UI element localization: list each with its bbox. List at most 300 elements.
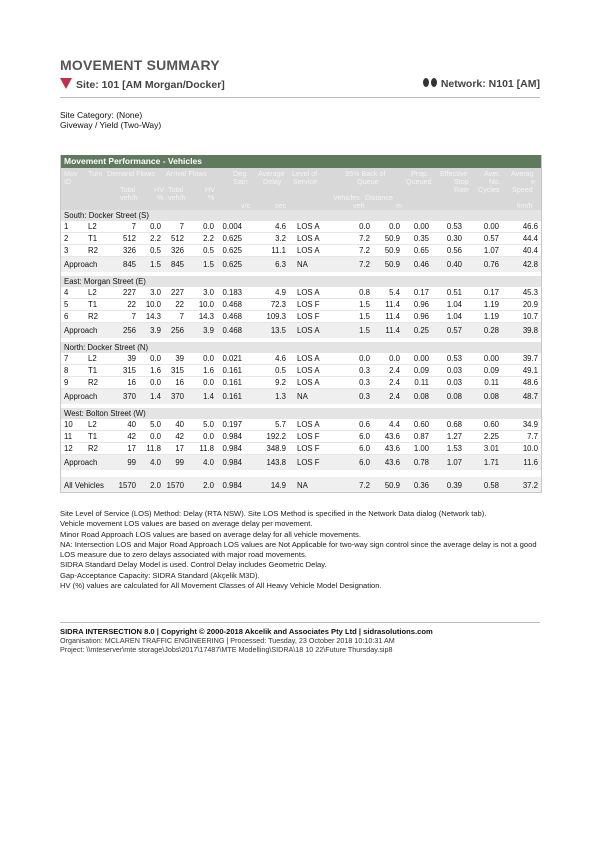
cell: LOS F: [297, 444, 320, 453]
cell: 348.9: [266, 444, 286, 453]
cell: 1.4: [150, 392, 161, 401]
control-type: Giveway / Yield (Two-Way): [60, 120, 162, 130]
cell: 14.3: [145, 312, 161, 321]
cell: 512: [170, 234, 184, 243]
note: NA: Intersection LOS and Major Road Approach LOS values are Not Applicable for two-way sign control since the average delay is not a good LOS measure due to zero delays associated with major road movements.: [60, 539, 537, 560]
cell: 0.00: [483, 354, 499, 363]
cell: 1.04: [446, 312, 462, 321]
footer-divider: [60, 622, 540, 623]
cell: 16: [175, 378, 184, 387]
cell: 37.2: [522, 481, 538, 490]
cell: 1.6: [150, 366, 161, 375]
cell-turn: T1: [88, 432, 98, 441]
cell: 39.7: [522, 354, 538, 363]
cell: 4.6: [275, 222, 286, 231]
cell: 6.0: [359, 432, 370, 441]
cell: 0.5: [203, 246, 214, 255]
cell: 44.4: [522, 234, 538, 243]
hdr-arrival-flows: Arrival Flows: [166, 169, 208, 178]
cell: 0.3: [359, 392, 370, 401]
cell: 1.6: [203, 366, 214, 375]
cell: 1.04: [446, 300, 462, 309]
cell: 1570: [166, 481, 184, 490]
cell: 40: [127, 420, 136, 429]
cell: 3.0: [150, 288, 161, 297]
cell: 50.9: [384, 481, 400, 490]
cell: 1.19: [483, 312, 499, 321]
cell: 0.3: [359, 366, 370, 375]
cell-turn: T1: [88, 234, 98, 243]
cell: 3.0: [203, 288, 214, 297]
cell: 4.0: [203, 458, 214, 467]
cell: 0.11: [414, 378, 429, 387]
network-icon: [423, 78, 437, 87]
cell-approach-label: Approach: [64, 458, 98, 467]
note: Gap-Acceptance Capacity: SIDRA Standard (Akçelik M3D).: [60, 570, 260, 580]
cell: 17: [127, 444, 136, 453]
cell: LOS F: [297, 312, 320, 321]
approach-row: [61, 257, 541, 273]
cell: 0.0: [389, 222, 400, 231]
table-row: [61, 365, 541, 377]
hdr-queue: Queue: [357, 177, 379, 186]
cell: 0.0: [150, 222, 161, 231]
cell: 0.96: [413, 312, 429, 321]
cell: 5.4: [389, 288, 400, 297]
cell: 0.0: [150, 354, 161, 363]
cell: 3.2: [275, 234, 286, 243]
cell-mov-id: 1: [64, 222, 69, 231]
hdr-service: Service: [293, 177, 317, 186]
cell: 0.35: [413, 234, 429, 243]
cell: 0.11: [484, 378, 499, 387]
approach-row: [61, 389, 541, 405]
cell: 10.7: [522, 312, 538, 321]
hdr-stop: Stop: [454, 177, 469, 186]
cell: 22: [127, 300, 136, 309]
cell: 0.0: [359, 222, 370, 231]
cell: 39: [127, 354, 136, 363]
cell: LOS F: [297, 300, 320, 309]
cell: 5.0: [150, 420, 161, 429]
cell: 0.161: [222, 378, 242, 387]
hdr-veh: veh: [353, 201, 365, 210]
page-title: MOVEMENT SUMMARY: [60, 57, 220, 73]
site-label-text: Site: 101 [AM Morgan/Docker]: [76, 79, 225, 91]
cell: 2.0: [150, 481, 161, 490]
cell: 315: [170, 366, 184, 375]
cell: 0.60: [413, 420, 429, 429]
column-headers: [61, 168, 541, 210]
cell: 42: [175, 432, 184, 441]
cell: 0.08: [446, 392, 462, 401]
cell: 13.5: [270, 326, 286, 335]
cell: 0.5: [150, 246, 161, 255]
cell: 11.4: [385, 326, 400, 335]
cell-mov-id: 3: [64, 246, 69, 255]
cell: 0.161: [222, 392, 242, 401]
cell: 0.30: [446, 234, 462, 243]
cell: LOS A: [297, 420, 320, 429]
hdr-total-unit: veh/h: [120, 193, 138, 202]
network-label: [423, 78, 540, 90]
cell-mov-id: 2: [64, 234, 69, 243]
cell-all-vehicles-label: All Vehicles: [64, 481, 104, 490]
cell: 0.984: [222, 432, 242, 441]
cell: 0.56: [446, 246, 462, 255]
cell: 0.03: [446, 366, 462, 375]
cell-turn: L2: [88, 288, 97, 297]
cell: 2.4: [389, 392, 400, 401]
cell-turn: R2: [88, 378, 98, 387]
notes: [60, 509, 540, 591]
cell: 0.09: [413, 366, 429, 375]
cell: 7: [179, 222, 184, 231]
all-vehicles-row: [61, 477, 541, 492]
table-row: [61, 221, 541, 233]
cell: 0.3: [359, 378, 370, 387]
cell: 4.6: [275, 354, 286, 363]
cell: 7.2: [359, 246, 370, 255]
hdr-prop: Prop.: [411, 169, 429, 178]
cell: 11.4: [385, 312, 400, 321]
cell: 192.2: [266, 432, 286, 441]
cell: 7.2: [359, 481, 370, 490]
table-row: [61, 377, 541, 389]
cell: 0.8: [359, 288, 370, 297]
cell: 0.09: [483, 366, 499, 375]
cell: 0.625: [222, 260, 242, 269]
hdr-id: ID: [64, 177, 72, 186]
cell: 0.0: [203, 432, 214, 441]
cell: 46.6: [522, 222, 538, 231]
cell: 0.28: [483, 326, 499, 335]
cell: 2.2: [203, 234, 214, 243]
cell: 1.5: [359, 326, 370, 335]
table-row: [61, 311, 541, 323]
cell: 0.0: [203, 378, 214, 387]
cell-turn: L2: [88, 222, 97, 231]
hdr-kmh: km/h: [517, 201, 533, 210]
cell: 0.984: [222, 444, 242, 453]
cell: 0.984: [222, 481, 242, 490]
cell: 9.2: [275, 378, 286, 387]
cell: 143.8: [266, 458, 286, 467]
cell: 3.9: [203, 326, 214, 335]
note: SIDRA Standard Delay Model is used. Control Delay includes Geometric Delay.: [60, 560, 327, 570]
cell: 17: [175, 444, 184, 453]
hdr-demand-flows: Demand Flows: [107, 169, 155, 178]
cell: 5.0: [203, 420, 214, 429]
cell: 0.468: [222, 326, 242, 335]
cell: 40.4: [522, 246, 538, 255]
movement-performance-table: [60, 155, 542, 493]
cell: 0.984: [222, 458, 242, 467]
cell: 43.6: [384, 444, 400, 453]
cell: 0.58: [483, 481, 499, 490]
cell: 2.4: [389, 378, 400, 387]
cell: 0.625: [222, 234, 242, 243]
cell: 0.6: [359, 420, 370, 429]
hdr-averag: Averag: [511, 169, 534, 178]
cell: 50.9: [384, 260, 400, 269]
cell: 0.53: [446, 354, 462, 363]
cell: 2.4: [389, 366, 400, 375]
cell: 0.65: [413, 246, 429, 255]
cell: 10.0: [198, 300, 214, 309]
cell: 11.4: [385, 300, 400, 309]
site-category: Site Category: (None): [60, 110, 143, 120]
hdr-e: e: [531, 177, 535, 186]
cell: 227: [122, 288, 136, 297]
cell: NA: [297, 392, 308, 401]
cell: LOS F: [297, 458, 320, 467]
cell: 0.0: [389, 354, 400, 363]
hdr-turn: Turn: [88, 169, 103, 178]
cell: 0.53: [446, 222, 462, 231]
note: Minor Road Approach LOS values are based on average delay for all vehicle movements.: [60, 529, 361, 539]
cell: LOS A: [297, 288, 320, 297]
cell-approach-label: Approach: [64, 260, 98, 269]
cell: 1.07: [446, 458, 462, 467]
cell-mov-id: 7: [64, 354, 69, 363]
cell: 6.0: [359, 444, 370, 453]
table-row: [61, 287, 541, 299]
cell: 0.17: [483, 288, 499, 297]
cell: 3.01: [483, 444, 499, 453]
cell: 2.25: [483, 432, 499, 441]
cell: 43.6: [384, 432, 400, 441]
cell: 99: [127, 458, 136, 467]
cell: 1.3: [275, 392, 286, 401]
cell: 10.0: [522, 444, 538, 453]
cell: 42: [127, 432, 136, 441]
note: Vehicle movement LOS values are based on average delay per movement.: [60, 519, 313, 529]
cell: 0.40: [446, 260, 462, 269]
hdr-deg: Deg.: [233, 169, 249, 178]
cell: 1.19: [483, 300, 499, 309]
cell: 0.0: [203, 354, 214, 363]
cell: 40: [175, 420, 184, 429]
cell: 0.0: [150, 378, 161, 387]
cell: 0.96: [413, 300, 429, 309]
cell: 1.5: [359, 300, 370, 309]
cell: 0.08: [483, 392, 499, 401]
hdr-m: m: [396, 201, 402, 210]
cell-mov-id: 12: [64, 444, 73, 453]
table-body: [61, 210, 541, 492]
hdr-no: No.: [489, 177, 501, 186]
cell: 11.8: [146, 444, 161, 453]
cell: 39: [175, 354, 184, 363]
approach-section-header: West: Bolton Street (W): [61, 408, 541, 419]
site-triangle-icon: [60, 78, 72, 89]
cell: 2.2: [150, 234, 161, 243]
cell: LOS A: [297, 246, 320, 255]
cell: 50.9: [384, 234, 400, 243]
cell: 4.4: [389, 420, 400, 429]
cell: 256: [122, 326, 136, 335]
cell-mov-id: 9: [64, 378, 69, 387]
cell: 11.1: [271, 246, 286, 255]
cell: 0.0: [359, 354, 370, 363]
cell: LOS A: [297, 378, 320, 387]
cell: 0.39: [446, 481, 462, 490]
cell: 39.8: [522, 326, 538, 335]
cell: 6.3: [275, 260, 286, 269]
cell: 50.9: [384, 246, 400, 255]
cell: 0.36: [413, 481, 429, 490]
cell: 48.6: [522, 378, 538, 387]
hdr-satn: Satn: [233, 177, 248, 186]
cell: 14.9: [270, 481, 286, 490]
cell: 0.76: [483, 260, 499, 269]
hdr-queued: Queued: [406, 177, 432, 186]
cell-mov-id: 5: [64, 300, 69, 309]
cell: 1570: [118, 481, 136, 490]
cell: 4.0: [150, 458, 161, 467]
cell: 34.9: [522, 420, 538, 429]
cell: 0.60: [483, 420, 499, 429]
hdr-back-of: 95% Back of: [345, 169, 386, 178]
cell: 326: [122, 246, 136, 255]
hdr-vc: v/c: [241, 201, 251, 210]
hdr-level-of: Level of: [292, 169, 318, 178]
cell-mov-id: 10: [64, 420, 73, 429]
table-row: [61, 419, 541, 431]
table-row: [61, 299, 541, 311]
site-label: [60, 78, 225, 91]
cell: LOS A: [297, 234, 320, 243]
cell: 3.9: [150, 326, 161, 335]
cell: 1.71: [483, 458, 499, 467]
cell: 227: [170, 288, 184, 297]
cell: 0.68: [446, 420, 462, 429]
cell-mov-id: 6: [64, 312, 69, 321]
cell: LOS A: [297, 326, 320, 335]
table-row: [61, 443, 541, 455]
cell: 0.08: [413, 392, 429, 401]
hdr-hv2-unit: %: [208, 193, 215, 202]
cell: 42.8: [522, 260, 538, 269]
table-row: [61, 245, 541, 257]
site-line: [60, 78, 540, 94]
cell: 5.7: [275, 420, 286, 429]
cell: 370: [170, 392, 184, 401]
hdr-total2: Total: [168, 185, 184, 194]
cell-mov-id: 11: [64, 432, 73, 441]
footer-project: Project: \\mteserver\mte storage\Jobs\2017\17487\MTE Modelling\SIDRA\18 10 22\Future Thursday.sip8: [60, 644, 393, 654]
cell: LOS A: [297, 366, 320, 375]
cell: 370: [122, 392, 136, 401]
cell: 11.6: [523, 458, 538, 467]
cell-mov-id: 8: [64, 366, 69, 375]
footer: [60, 628, 540, 654]
hdr-total: Total: [120, 185, 136, 194]
approach-section-header: East: Morgan Street (E): [61, 276, 541, 287]
approach-row: [61, 455, 541, 471]
cell: 7: [179, 312, 184, 321]
cell: 845: [170, 260, 184, 269]
cell: 7.2: [359, 260, 370, 269]
cell: 0.00: [483, 222, 499, 231]
cell-turn: L2: [88, 420, 97, 429]
cell: 0.0: [150, 432, 161, 441]
cell: 1.07: [483, 246, 499, 255]
cell: 1.27: [446, 432, 462, 441]
cell: 0.468: [222, 312, 242, 321]
cell: 7: [131, 312, 136, 321]
cell: 7: [131, 222, 136, 231]
header-divider: [60, 97, 540, 98]
hdr-hv-unit: %: [157, 193, 164, 202]
cell: 0.17: [413, 288, 429, 297]
cell: NA: [297, 481, 308, 490]
cell: 1.00: [413, 444, 429, 453]
cell: 0.0: [203, 222, 214, 231]
cell: 1.5: [359, 312, 370, 321]
cell: 1.4: [203, 392, 214, 401]
hdr-total2-unit: veh/h: [168, 193, 186, 202]
cell: 45.3: [522, 288, 538, 297]
cell: 845: [122, 260, 136, 269]
cell: 0.00: [413, 354, 429, 363]
cell-mov-id: 4: [64, 288, 69, 297]
cell: 7.7: [527, 432, 538, 441]
cell: 0.625: [222, 246, 242, 255]
cell-approach-label: Approach: [64, 392, 98, 401]
cell: 0.197: [222, 420, 242, 429]
hdr-distance: Distance: [365, 193, 393, 202]
cell: 7.2: [359, 234, 370, 243]
cell-turn: T1: [88, 366, 98, 375]
cell: 14.3: [198, 312, 214, 321]
note: Site Level of Service (LOS) Method: Delay (RTA NSW). Site LOS Method is specified in the Network Data dialog (Network tab).: [60, 509, 487, 518]
table-row: [61, 233, 541, 245]
cell: LOS A: [297, 222, 320, 231]
hdr-average: Average: [258, 169, 285, 178]
note: HV (%) values are calculated for All Movement Classes of All Heavy Vehicle Model Designation.: [60, 581, 382, 591]
hdr-sec: sec: [275, 201, 287, 210]
cell: 0.51: [446, 288, 462, 297]
cell: 0.57: [483, 234, 499, 243]
cell-turn: R2: [88, 312, 98, 321]
hdr-hv: HV: [154, 185, 164, 194]
cell: 0.57: [446, 326, 462, 335]
hdr-delay: Delay: [263, 177, 282, 186]
cell: 109.3: [266, 312, 286, 321]
approach-section-header: North: Docker Street (N): [61, 342, 541, 353]
footer-copyright: SIDRA INTERSECTION 8.0 | Copyright © 2000-2018 Akcelik and Associates Pty Ltd | sidrasolutions.com: [60, 627, 433, 636]
hdr-aver: Aver.: [484, 169, 501, 178]
cell: 0.03: [446, 378, 462, 387]
cell: 0.46: [413, 260, 429, 269]
cell: LOS A: [297, 354, 320, 363]
cell: 1.5: [203, 260, 214, 269]
cell: 0.161: [222, 366, 242, 375]
cell: 0.78: [413, 458, 429, 467]
cell: 0.004: [222, 222, 242, 231]
cell: 0.87: [413, 432, 429, 441]
hdr-effective: Effective: [440, 169, 468, 178]
table-row: [61, 353, 541, 365]
cell-turn: R2: [88, 246, 98, 255]
cell: 326: [170, 246, 184, 255]
table-title: Movement Performance - Vehicles: [61, 155, 541, 168]
hdr-vehicles: Vehicles: [333, 193, 360, 202]
cell: 20.9: [522, 300, 538, 309]
hdr-rate: Rate: [454, 185, 470, 194]
